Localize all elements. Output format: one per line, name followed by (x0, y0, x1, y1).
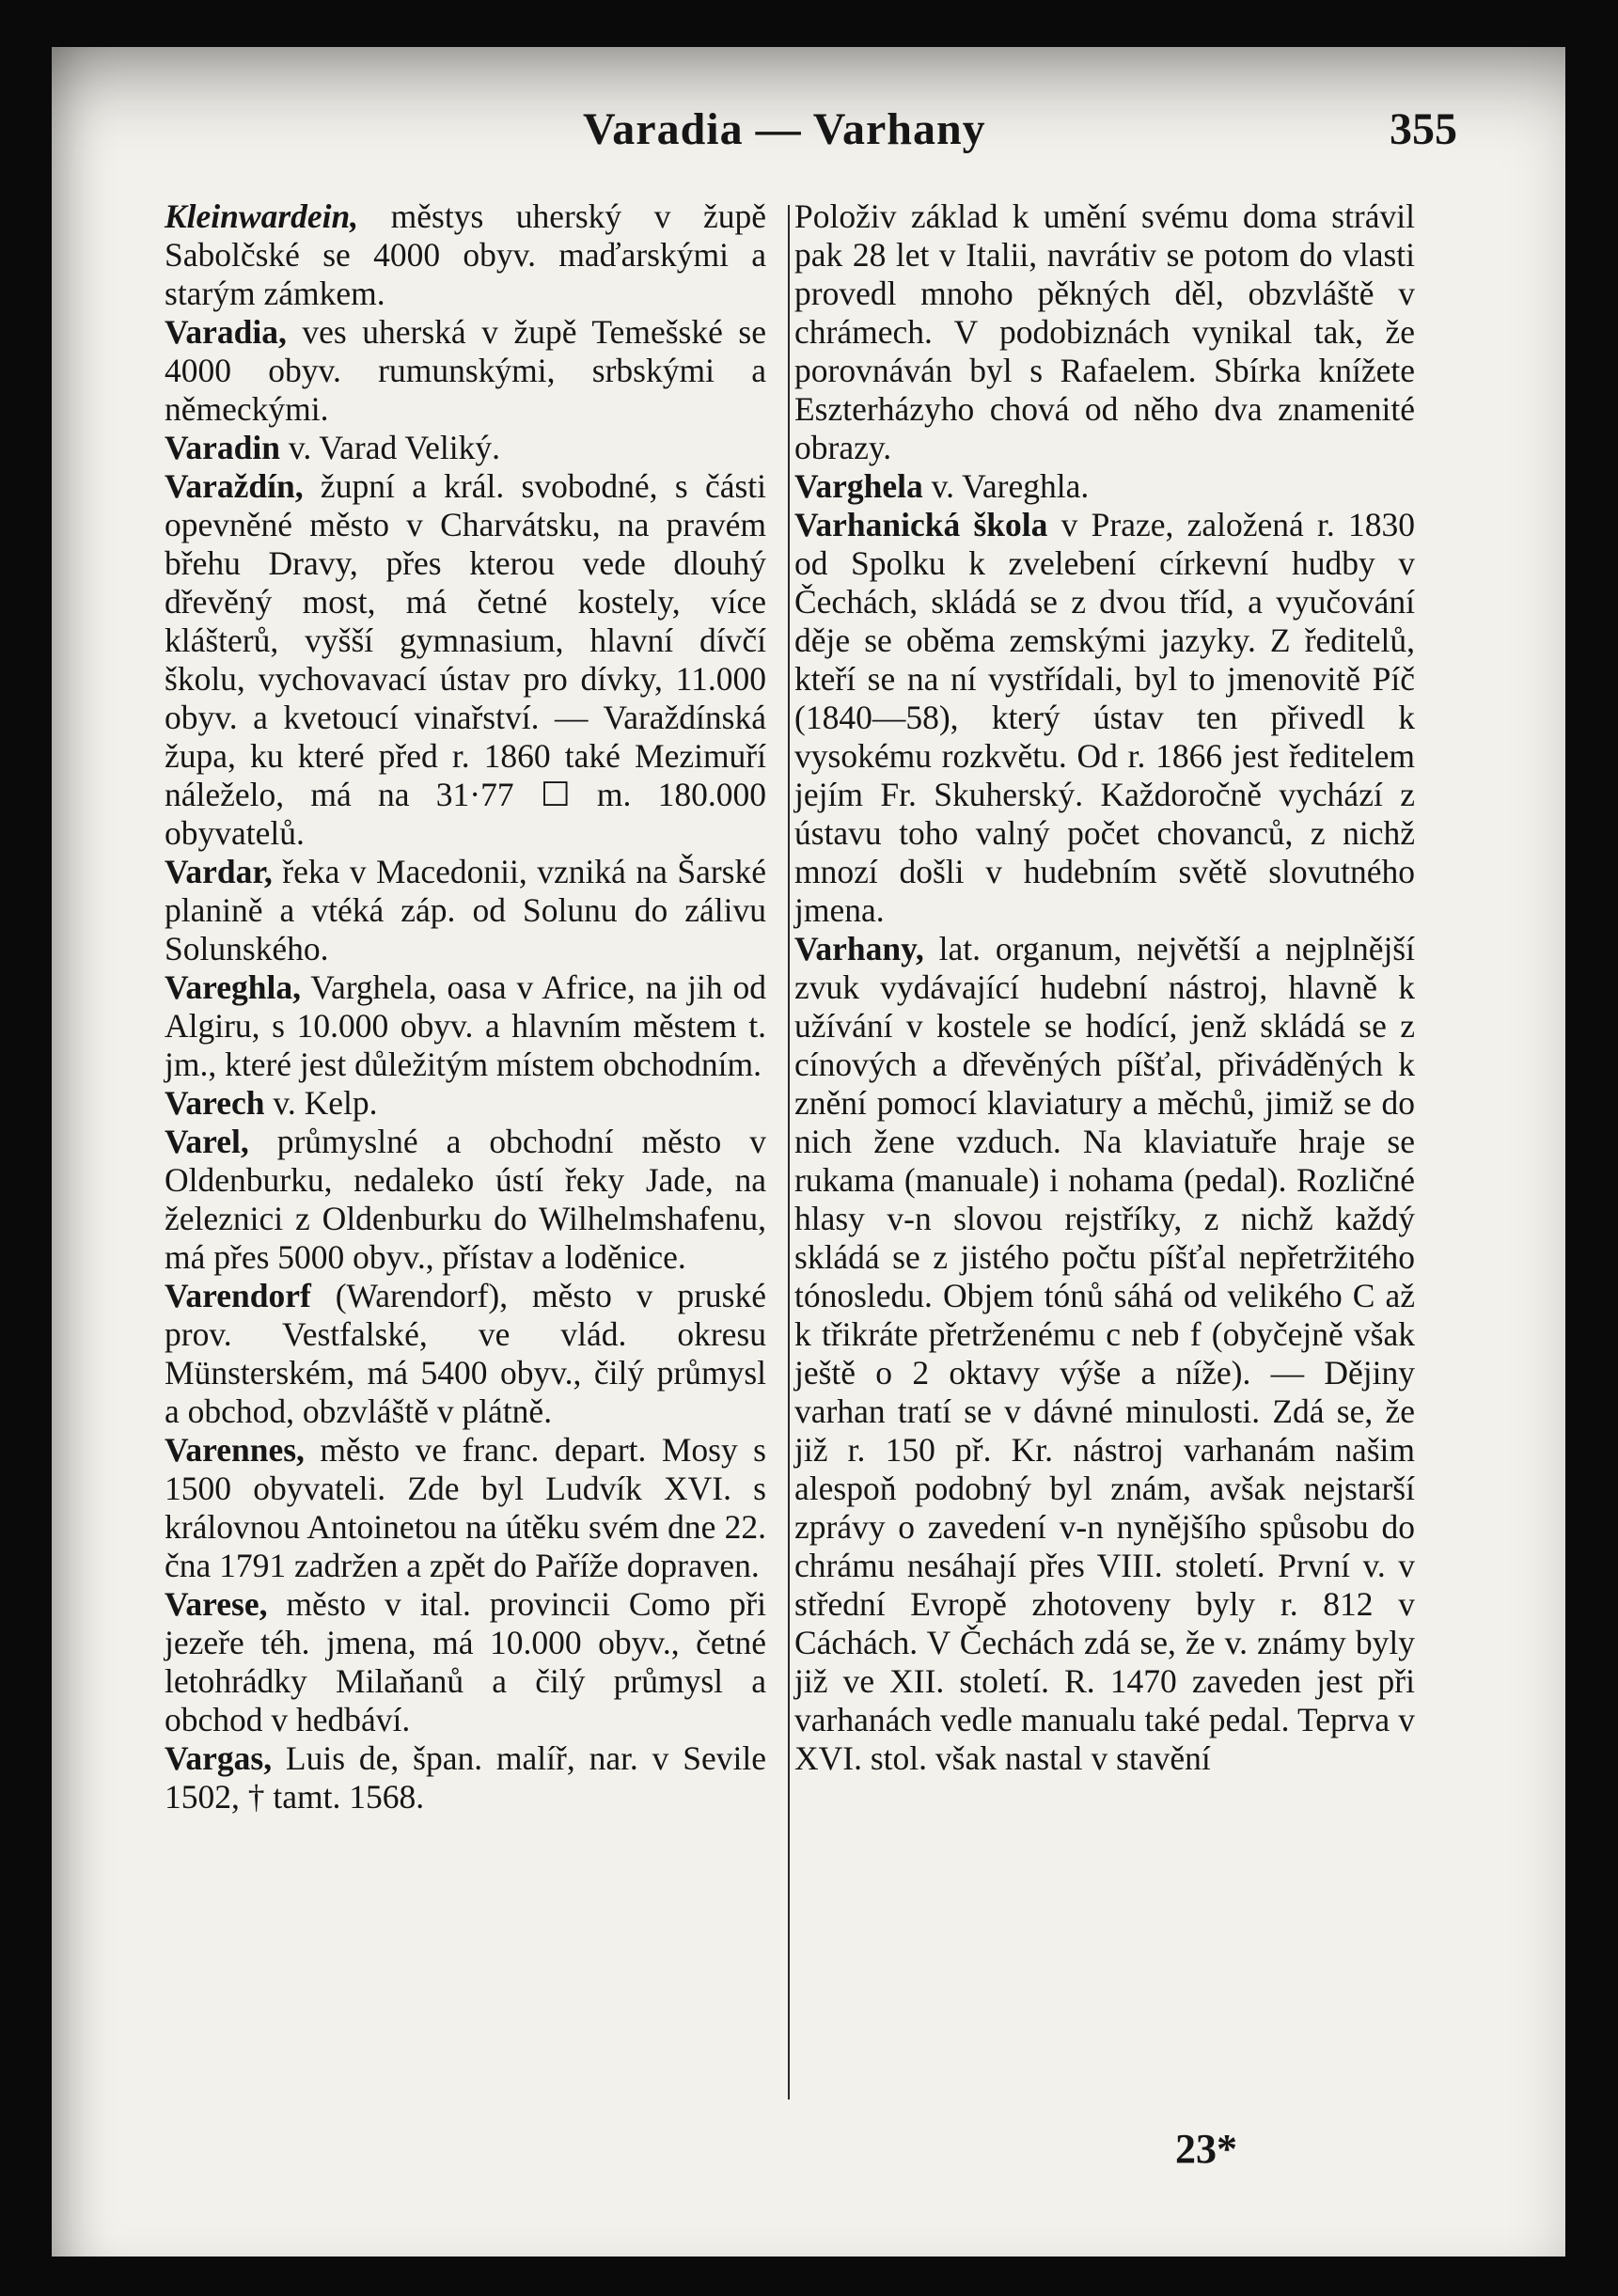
dictionary-entry (165, 968, 766, 1084)
entry-headword: Varese, (165, 1585, 268, 1623)
entry-text: město v ital. provincii Como při jezeře téh. jmena, má 10.000 obyv., četné letohrádky Milaňanů a čilý průmysl a obchod v hedbáví. (165, 1585, 766, 1738)
entry-text: průmyslné a obchodní město v Oldenburku, nedaleko ústí řeky Jade, na železnici z Oldenburku do Wilhelmshafenu, má přes 5000 obyv., přístav a loděnice. (165, 1123, 766, 1276)
entry-text: župní a král. svobodné, s části opevněné město v Charvátsku, na pravém břehu Dravy, přes kterou vede dlouhý dřevěný most, má četné kostely, více klášterů, vyšší gymnasium, hlavní dívčí školu, vychovavací ústav pro dívky, 11.000 obyv. a kvetoucí vinařství. — Varaždínská župa, ku které před r. 1860 také Mezimuří náleželo, má na 31·77 ☐ m. 180.000 obyvatelů. (165, 467, 766, 852)
dictionary-entry (165, 429, 766, 467)
entry-headword: Varadia, (165, 313, 287, 351)
dictionary-entry (165, 197, 766, 313)
entry-text: řeka v Macedonii, vzniká na Šarské planině a vtéká záp. od Solunu do zálivu Solunského. (165, 853, 766, 967)
entry-text: lat. organum, největší a nejplnější zvuk vydávající hudební nástroj, hlavně k užívání v kostele se hodící, jenž skládá se z cínových a dřevěných píšťal, přiváděných k znění pomocí klaviatury a měchů, jimiž se do nich žene vzduch. Na klaviatuře hraje se rukama (manuale) i nohama (pedal). Rozličné hlasy v-n slovou rejstříky, z nichž každý skládá se z jistého počtu píšťal nepřetržitého tónosledu. Objem tónů sáhá od velikého C až k třikráte přetrženému c neb f (obyčejně však ještě o 2 oktavy výše a níže). — Dějiny varhan tratí se v dávné minulosti. Zdá se, že již r. 150 př. Kr. nástroj varhanám našim alespoň podobný byl znám, avšak nejstarší zprávy o zavedení v-n nynějšího spůsobu do chrámu nesáhají přes VIII. století. První v. v střední Evropě zhotoveny byly r. 812 v Cáchách. V Čechách zdá se, že v. známy byly již ve XII. století. R. 1470 zaveden jest při varhanách vedle manualu také pedal. Teprva v XVI. stol. však nastal v stavění (794, 930, 1415, 1777)
entry-headword: Vardar, (165, 853, 273, 890)
dictionary-entry (165, 1084, 766, 1123)
entry-headword: Kleinwardein, (165, 197, 359, 235)
entry-headword: Varghela (794, 467, 923, 505)
dictionary-entry (165, 853, 766, 968)
dictionary-entry (794, 930, 1415, 1778)
entry-headword: Varech (165, 1084, 265, 1122)
dictionary-entry (794, 467, 1415, 506)
column-divider (788, 205, 790, 2099)
entry-text: město ve franc. depart. Mosy s 1500 obyvateli. Zde byl Ludvík XVI. s královnou Antoinetou na útěku svém dne 22. čna 1791 zadržen a zpět do Paříže dopraven. (165, 1431, 766, 1584)
entry-headword: Vargas, (165, 1739, 273, 1777)
right-column (794, 197, 1415, 1778)
entry-text: v. Vareghla. (922, 467, 1090, 505)
dictionary-entry (165, 1431, 766, 1585)
entry-text: Luis de, špan. malíř, nar. v Sevile 1502, † tamt. 1568. (165, 1739, 766, 1816)
entry-text: Varghela, oasa v Africe, na jih od Algiru, s 10.000 obyv. a hlavním městem t. jm., které jest důležitým místem obchodním. (165, 968, 766, 1083)
entry-headword: Varhany, (794, 930, 924, 967)
entry-headword: Varel, (165, 1123, 249, 1160)
dictionary-entry (165, 313, 766, 429)
entry-text: v. Kelp. (264, 1084, 378, 1122)
entry-headword: Varhanická škola (794, 506, 1048, 543)
printer-signature: 23* (1175, 2126, 1237, 2172)
entry-headword: Vareghla, (165, 968, 301, 1006)
dictionary-entry (794, 506, 1415, 930)
entry-text: v. Varad Veliký. (280, 429, 501, 466)
running-head: Varadia — Varhany (583, 104, 986, 154)
entry-text: ves uherská v župě Temešské se 4000 obyv. rumunskými, srbskými a německými. (165, 313, 766, 428)
entry-headword: Varendorf (165, 1277, 311, 1314)
dictionary-entry (165, 1277, 766, 1431)
dictionary-entry (165, 1585, 766, 1739)
page-header (52, 103, 1565, 179)
entry-text: (Warendorf), město v pruské prov. Vestfalské, ve vlád. okresu Münsterském, má 5400 obyv., čilý průmysl a obchod, obzvláště v plátně. (165, 1277, 766, 1430)
entry-headword: Varennes, (165, 1431, 305, 1469)
entry-text: městys uherský v župě Sabolčské se 4000 obyv. maďarskými a starým zámkem. (165, 197, 766, 312)
entry-headword: Varadin (165, 429, 280, 466)
dictionary-entry (165, 1123, 766, 1277)
entry-headword: Varaždín, (165, 467, 304, 505)
continuation-text: Položiv základ k umění svému doma strávil pak 28 let v Italii, navrátiv se potom do vlasti provedl mnoho pěkných děl, obzvláště v chrámech. V podobiznách vynikal tak, že porovnáván byl s Rafaelem. Sbírka knížete Eszterházyho chová od něho dva znamenité obrazy. (794, 197, 1415, 466)
page-number: 355 (1390, 104, 1457, 154)
entry-text: v Praze, založená r. 1830 od Spolku k zvelebení církevní hudby v Čechách, skládá se z dvou tříd, a vyučování děje se oběma zemskými jazyky. Z ředitelů, kteří se na ní vystřídali, byl to jmenovitě Píč (1840—58), který ústav ten přivedl k vysokému rozkvětu. Od r. 1866 jest ředitelem jejím Fr. Skuherský. Každoročně vychází z ústavu toho valný počet chovanců, z nichž mnozí došli v hudebním světě slovutného jmena. (794, 506, 1415, 929)
dictionary-entry (165, 467, 766, 853)
dictionary-entry (165, 1739, 766, 1816)
left-column (165, 197, 766, 1816)
book-page (52, 47, 1565, 2257)
